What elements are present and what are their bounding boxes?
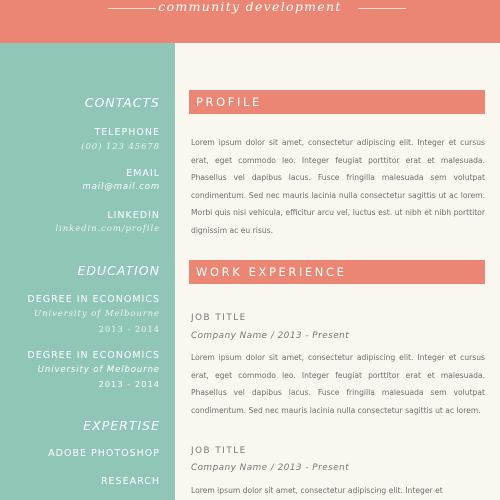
work-heading-bar [189,260,485,284]
header-subtitle: community development [158,0,342,14]
education-degree: DEGREE IN ECONOMICS [27,350,160,361]
email-label: EMAIL [126,168,160,179]
header-banner [0,0,500,43]
header-rule-right [358,8,406,9]
education-years: 2013 - 2014 [98,324,160,334]
sidebar [0,43,175,500]
profile-text: Lorem ipsum dolor sit amet, consectetur adipiscing elit. Integer et cursus erat, eget commodo leo. Integer feugiat porttitor erat et malesuada. Phasellus vel dapibus lacus. Fusce fringilla malesuada sem volutpat condimentum. Sed nec mauris lacinia nulla consectetur sagittis ut ac lorem. Morbi quis nisi vehicula, efficitur arcu vel, luctus est. ut nibh et nibh porttitor dignissim ac eu risus. [191,138,485,235]
linkedin-link[interactable]: linkedin.com/profile [55,224,160,234]
work-heading: WORK EXPERIENCE [196,265,347,279]
education-school: University of Melbourne [34,309,160,319]
telephone-label: TELEPHONE [94,127,160,138]
education-degree: DEGREE IN ECONOMICS [27,294,160,305]
telephone-value: (00) 123 45678 [81,142,160,152]
company-name: Company Name / 2013 - Present [191,331,350,341]
expertise-heading: EXPERTISE [83,418,160,433]
email-link[interactable]: mail@mail.com [82,182,160,192]
education-years: 2013 - 2014 [98,379,160,389]
company-name: Company Name / 2013 - Present [191,463,350,473]
education-heading: EDUCATION [77,263,160,278]
job-description: Lorem ipsum dolor sit amet, consectetur adipiscing elit. Integer et [191,486,443,495]
expertise-item: RESEARCH [100,476,160,487]
profile-heading-bar [189,90,485,114]
contacts-heading: CONTACTS [84,95,160,110]
job-title: JOB TITLE [191,313,247,323]
job-description: Lorem ipsum dolor sit amet, consectetur adipiscing elit. Integer et cursus erat, eget commodo leo. Integer feugiat porttitor erat et malesuada. Phasellus vel dapibus lacus. Fusce fringilla malesuada sem volutpat condimentum. Sed nec mauris lacinia nulla consectetur sagittis ut ac lorem. [191,353,485,415]
expertise-item: ADOBE PHOTOSHOP [48,448,160,459]
linkedin-label: LINKEDIN [107,210,160,221]
job-title: JOB TITLE [191,446,247,456]
profile-heading: PROFILE [196,95,262,109]
education-school: University of Melbourne [37,365,160,375]
